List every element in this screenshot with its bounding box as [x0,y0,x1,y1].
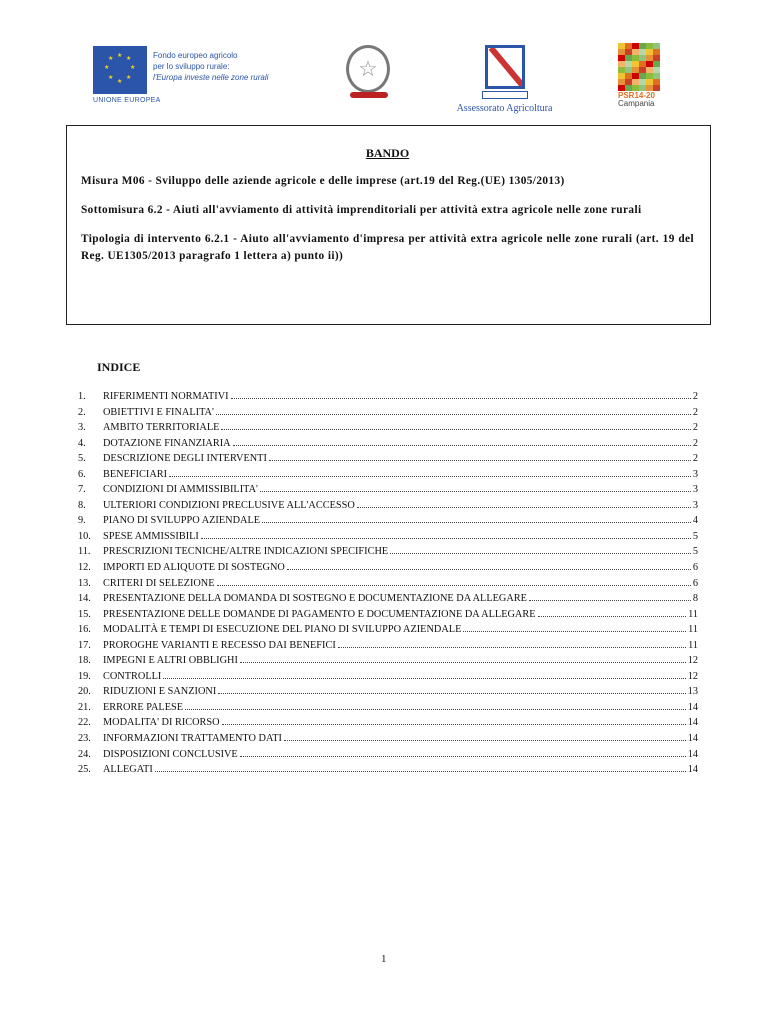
toc-page: 14 [687,748,698,760]
toc-entry[interactable] [78,655,698,671]
toc-entry[interactable] [78,733,698,749]
psr-label: PSR14-20 [618,91,655,100]
toc-number: 5. [78,453,86,465]
toc-entry[interactable] [78,546,698,562]
page-number: 1 [381,953,387,965]
toc-page: 14 [687,764,698,776]
toc-page: 2 [692,391,698,402]
toc-label[interactable]: SPESE AMMISSIBILI [103,530,199,542]
toc-label[interactable]: RIDUZIONI E SANZIONI [103,686,217,698]
toc-number: 7. [78,484,86,496]
toc-label[interactable]: CRITERI DI SELEZIONE [103,577,215,589]
toc-entry[interactable] [78,671,698,687]
toc-page: 11 [688,608,698,620]
toc-number: 8. [78,499,86,511]
toc-page: 12 [687,655,698,667]
toc-entry[interactable] [78,686,698,702]
eafrd-line: Fondo europeo agricolo [153,51,238,60]
toc-label[interactable]: IMPEGNI E ALTRI OBBLIGHI [103,655,238,667]
toc-label[interactable]: PROROGHE VARIANTI E RECESSO DAI BENEFICI [103,639,336,651]
toc-number: 11. [78,546,91,558]
toc-label[interactable]: RIFERIMENTI NORMATIVI [103,391,229,402]
toc-entry[interactable] [78,640,698,656]
toc-leader [262,522,691,523]
toc-label[interactable]: DESCRIZIONE DEGLI INTERVENTI [103,453,267,465]
toc-leader [201,538,691,539]
toc-label[interactable]: ERRORE PALESE [103,701,184,713]
toc-page: 5 [692,546,698,558]
toc-label[interactable]: CONDIZIONI DI AMMISSIBILITA' [103,484,258,496]
toc-label[interactable]: AMBITO TERRITORIALE [103,422,220,434]
toc-number: 20. [78,686,91,698]
toc-entry[interactable] [78,578,698,594]
toc-entry[interactable] [78,764,698,780]
misura-text: Misura M06 - Sviluppo delle aziende agricole e delle imprese (art.19 del Reg.(UE) 1305/2013) [81,175,565,187]
sottomisura-text: Sottomisura 6.2 - Aiuti all'avviamento di attività imprenditoriali per attività extra agricole nelle zone rurali [81,204,642,216]
toc-page: 12 [687,670,698,682]
toc-page: 11 [688,639,698,651]
toc-entry[interactable] [78,484,698,500]
toc-leader [390,553,691,554]
toc-page: 3 [692,484,698,496]
toc-label[interactable]: PRESENTAZIONE DELLE DOMANDE DI PAGAMENTO E DOCUMENTAZIONE DA ALLEGARE [103,608,536,620]
toc-leader [284,740,686,741]
toc-entry[interactable] [78,562,698,578]
toc-page: 6 [692,562,698,574]
toc-entry[interactable] [78,391,698,407]
toc-number: 12. [78,562,91,574]
eafrd-text [153,50,268,83]
eu-flag-icon: ★ ★ ★ ★ ★ ★ ★ ★ [93,46,147,94]
toc-number: 25. [78,764,91,776]
toc-leader [338,647,686,648]
toc-leader [216,414,691,415]
toc-number: 17. [78,639,91,651]
toc-entry[interactable] [78,515,698,531]
toc-label[interactable]: MODALITA' DI RICORSO [103,717,220,729]
toc-label[interactable]: DOTAZIONE FINANZIARIA [103,437,231,449]
toc-label[interactable]: ULTERIORI CONDIZIONI PRECLUSIVE ALL'ACCESSO [103,499,355,511]
toc-entry[interactable] [78,593,698,609]
italian-republic-emblem-icon: ☆ [346,45,390,93]
toc-label[interactable]: PIANO DI SVILUPPO AZIENDALE [103,515,261,527]
document-title: BANDO [365,146,410,160]
toc-number: 21. [78,701,91,713]
toc-page: 8 [692,593,698,605]
toc-number: 13. [78,577,91,589]
toc-label[interactable]: BENEFICIARI [103,468,168,480]
regione-campania-logo [452,45,557,114]
toc-label[interactable]: PRESENTAZIONE DELLA DOMANDA DI SOSTEGNO E DOCUMENTAZIONE DA ALLEGARE [103,593,527,605]
toc-number: 2. [78,406,86,418]
toc-entry[interactable] [78,749,698,765]
toc-entry[interactable] [78,624,698,640]
toc-leader [222,724,686,725]
toc-number: 15. [78,608,91,620]
campania-band [482,91,528,99]
toc-entry[interactable] [78,438,698,454]
toc-leader [217,585,691,586]
index-title: INDICE [97,360,141,374]
toc-leader [240,756,686,757]
toc-leader [233,445,691,446]
tipologia-text: Tipologia di intervento 6.2.1 - Aiuto all'avviamento d'impresa per attività extra agricole nelle zone rurali (art. 19 del Reg. UE1305/2013 paragrafo 1 lettera a) punto ii)) [81,233,694,262]
emblem-ribbon [350,92,388,98]
toc-label[interactable]: DISPOSIZIONI CONCLUSIVE [103,748,238,760]
eafrd-line: l'Europa investe nelle zone rurali [153,73,269,82]
toc-leader [155,771,686,772]
toc-number: 4. [78,437,86,449]
toc-number: 1. [78,391,86,402]
toc-page: 3 [692,499,698,511]
toc-leader [269,460,691,461]
toc-entry[interactable] [78,469,698,485]
toc-leader [529,600,691,601]
toc-page: 14 [687,733,698,745]
toc-label[interactable]: IMPORTI ED ALIQUOTE DI SOSTEGNO [103,562,285,574]
toc-page: 13 [687,686,698,698]
toc-number: 22. [78,717,91,729]
toc-entry[interactable] [78,453,698,469]
toc-page: 5 [692,530,698,542]
toc-leader [463,631,686,632]
toc-leader [218,693,685,694]
toc-entry[interactable] [78,422,698,438]
toc-number: 10. [78,530,91,542]
eu-label: UNIONE EUROPEA [93,97,161,104]
toc-number: 19. [78,670,91,682]
toc-label[interactable]: ALLEGATI [103,764,153,776]
psr-sub: Campania [618,99,655,108]
eu-logo [93,46,269,104]
toc-number: 6. [78,468,86,480]
toc-label[interactable]: CONTROLLI [103,670,162,682]
toc-entry[interactable] [78,717,698,733]
toc-page: 14 [687,717,698,729]
toc-number: 9. [78,515,86,527]
toc-page: 3 [692,468,698,480]
toc-label[interactable]: OBIETTIVI E FINALITA' [103,406,214,418]
toc-page: 2 [692,406,698,418]
toc-page: 2 [692,437,698,449]
toc-entry[interactable] [78,702,698,718]
toc-leader [240,662,686,663]
psr-logo [618,43,660,108]
toc-page: 6 [692,577,698,589]
toc-leader [185,709,686,710]
toc-entry[interactable] [78,609,698,625]
toc-leader [221,429,690,430]
psr-mosaic-icon [618,43,660,91]
toc-leader [260,491,691,492]
toc-label[interactable]: MODALITÀ E TEMPI DI ESECUZIONE DEL PIANO DI SVILUPPO AZIENDALE [103,624,462,636]
toc-number: 23. [78,733,91,745]
toc-entry[interactable] [78,407,698,423]
toc-number: 16. [78,624,91,636]
toc-page: 14 [687,701,698,713]
toc-entry[interactable] [78,531,698,547]
toc-number: 14. [78,593,91,605]
table-of-contents [78,391,698,780]
campania-shield-icon [485,45,525,89]
eafrd-line: per lo sviluppo rurale: [153,62,230,71]
toc-leader [287,569,691,570]
toc-leader [169,476,691,477]
toc-leader [357,507,691,508]
toc-leader [231,398,691,399]
toc-page: 11 [688,624,698,636]
title-box [66,125,711,325]
toc-label[interactable]: INFORMAZIONI TRATTAMENTO DATI [103,733,282,745]
toc-number: 24. [78,748,91,760]
toc-label[interactable]: PRESCRIZIONI TECNICHE/ALTRE INDICAZIONI SPECIFICHE [103,546,389,558]
toc-page: 2 [692,453,698,465]
toc-entry[interactable] [78,500,698,516]
toc-leader [163,678,685,679]
toc-page: 4 [692,515,698,527]
toc-page: 2 [692,422,698,434]
logo-bar [0,40,770,120]
toc-number: 3. [78,422,86,434]
toc-leader [538,616,687,617]
toc-number: 18. [78,655,91,667]
region-label: Assessorato Agricoltura [456,103,553,114]
